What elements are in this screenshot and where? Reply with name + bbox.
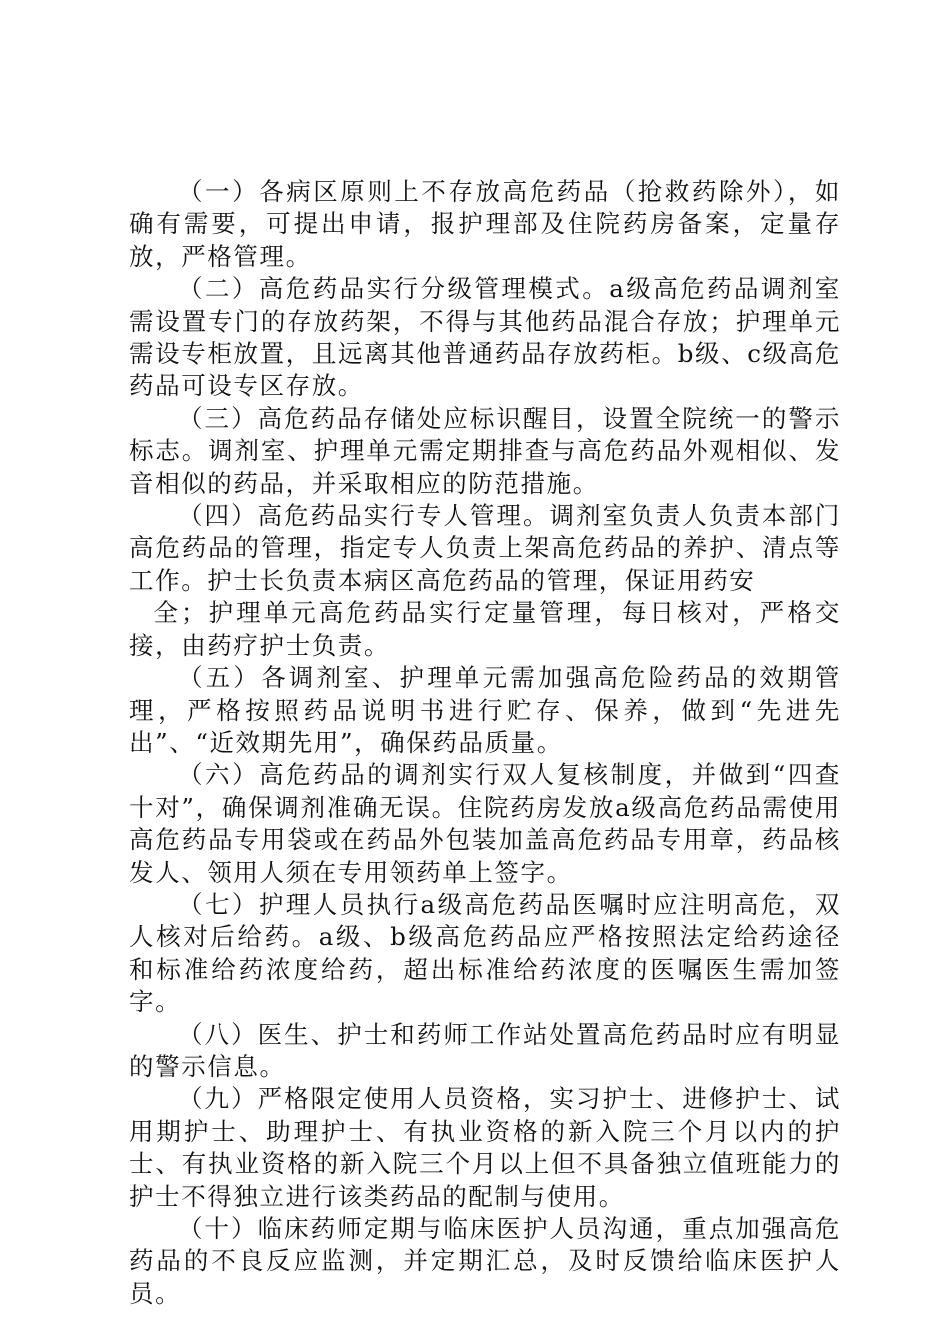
paragraph-1: （一）各病区原则上不存放高危药品（抢救药除外），如确有需要，可提出申请，报护理部及住院药房备案，定量存放，严格管理。 xyxy=(129,177,841,271)
document-body xyxy=(129,176,841,1310)
paragraph-6: （六）高危药品的调剂实行双人复核制度，并做到“四查十对”，确保调剂准确无误。住院药房发放a级高危药品需使用高危药品专用袋或在药品外包装加盖高危药品专用章，药品核发人、领用人须在专用领药单上签字。 xyxy=(129,760,841,887)
paragraph-10: （十）临床药师定期与临床医护人员沟通，重点加强高危药品的不良反应监测，并定期汇总，及时反馈给临床医护人员。 xyxy=(129,1214,841,1308)
paragraph-5: （五）各调剂室、护理单元需加强高危险药品的效期管理，严格按照药品说明书进行贮存、保养，做到“先进先出”、“近效期先用”，确保药品质量。 xyxy=(129,663,841,757)
paragraph-2: （二）高危药品实行分级管理模式。a级高危药品调剂室需设置专门的存放药架，不得与其他药品混合存放；护理单元需设专柜放置，且远离其他普通药品存放药柜。b级、c级高危药品可设专区存放。 xyxy=(129,274,841,401)
paragraph-9: （九）严格限定使用人员资格，实习护士、进修护士、试用期护士、助理护士、有执业资格的新入院三个月以内的护士、有执业资格的新入院三个月以上但不具备独立值班能力的护士不得独立进行该类药品的配制与使用。 xyxy=(129,1084,841,1211)
paragraph-4: （四）高危药品实行专人管理。调剂室负责人负责本部门高危药品的管理，指定专人负责上架高危药品的养护、清点等工作。护士长负责本病区高危药品的管理，保证用药安 xyxy=(129,501,841,595)
paragraph-4-continued: 全；护理单元高危药品实行定量管理，每日核对，严格交接，由药疗护士负责。 xyxy=(129,598,841,660)
paragraph-3: （三）高危药品存储处应标识醒目，设置全院统一的警示标志。调剂室、护理单元需定期排查与高危药品外观相似、发音相似的药品，并采取相应的防范措施。 xyxy=(129,403,841,498)
paragraph-7: （七）护理人员执行a级高危药品医嘱时应注明高危，双人核对后给药。a级、b级高危药品应严格按照法定给药途径和标准给药浓度给药，超出标准给药浓度的医嘱医生需加签字。 xyxy=(129,889,841,1017)
paragraph-8: （八）医生、护士和药师工作站处置高危药品时应有明显的警示信息。 xyxy=(129,1019,841,1081)
